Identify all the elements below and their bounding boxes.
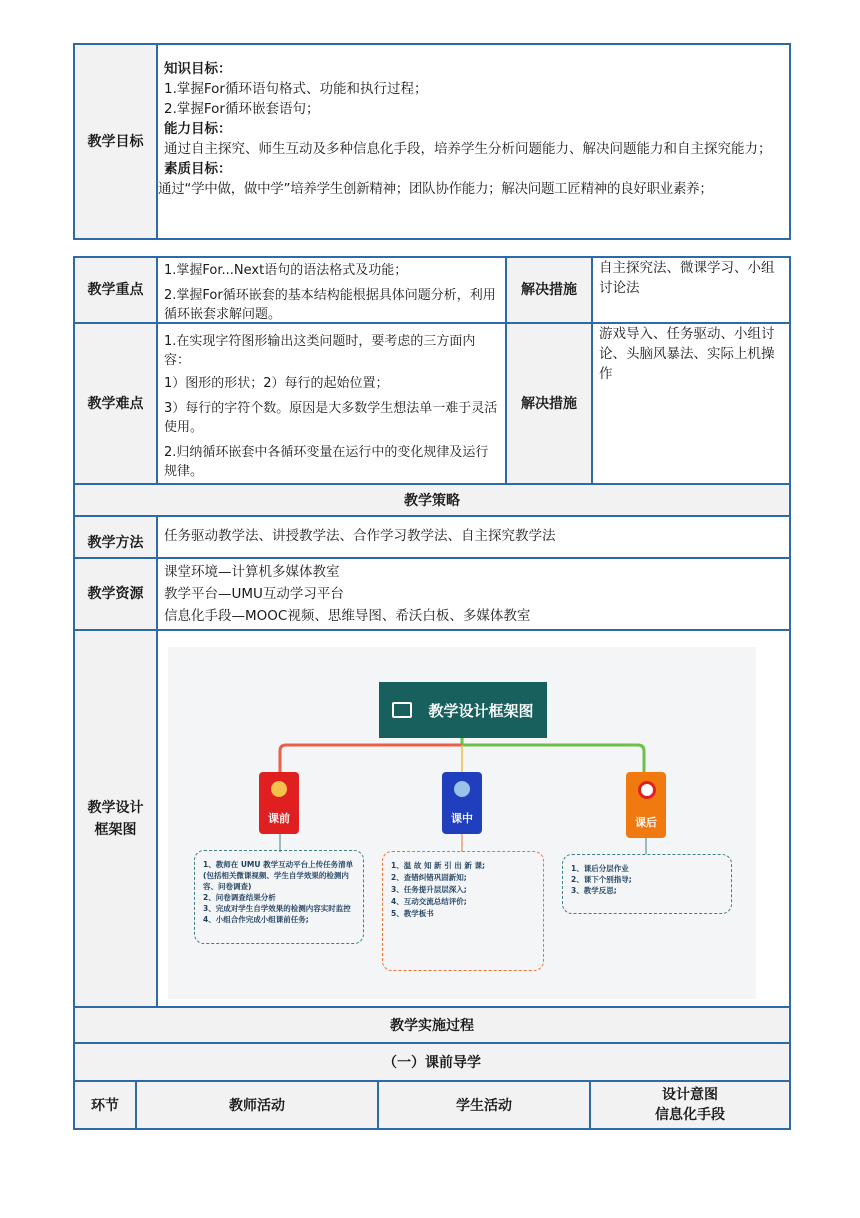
process-subheader: （一）课前导学 [75, 1044, 789, 1082]
key-point-item: 2.掌握For循环嵌套的基本结构能根据具体问题分析，利用循环嵌套求解问题。 [164, 288, 496, 322]
key-points-measure-label: 解决措施 [507, 258, 593, 324]
during-item: 1、温 故 知 新 引 出 新 课; [391, 861, 485, 870]
presentation-icon [392, 702, 412, 718]
column-design [591, 1082, 789, 1128]
before-item: 2、问卷调查结果分析 [203, 893, 276, 902]
key-points-content [158, 258, 507, 324]
before-class-box [194, 850, 364, 944]
node-after-class [626, 772, 666, 838]
resource-content [158, 559, 789, 631]
during-item: 3、任务提升层层深入; [391, 885, 467, 894]
ability-text: 通过自主探究、师生互动及多种信息化手段，培养学生分析问题能力、解决问题能力和自主探究能力； [164, 141, 772, 157]
key-point-item: 1.掌握For...Next语句的语法格式及功能； [164, 263, 408, 278]
node-in-label: 课中 [451, 812, 473, 825]
difficulties-measure-text: 游戏导入、任务驱动、小组讨论、头脑风暴法、实际上机操作 [593, 324, 789, 485]
before-item: 3、完成对学生自学效果的检测内容实时监控 [203, 904, 351, 913]
difficulty-item: 1.在实现字符图形输出这类问题时，要考虑的三方面内容： [164, 334, 476, 368]
quality-title: 素质目标： [164, 161, 232, 177]
target-icon [638, 781, 656, 799]
resource-item: 教学平台—UMU互动学习平台 [164, 586, 344, 602]
after-item: 2、课下个别指导; [571, 875, 632, 884]
node-before-label: 课前 [268, 812, 290, 825]
knowledge-title: 知识目标： [164, 61, 232, 77]
resource-item: 课堂环境—计算机多媒体教室 [164, 564, 340, 580]
before-item: 4、小组合作完成小组课前任务; [203, 915, 309, 924]
in-class-box [382, 851, 544, 971]
knowledge-item: 1.掌握For循环语句格式、功能和执行过程； [164, 81, 428, 97]
framework-label [75, 631, 158, 1008]
framework-diagram [168, 647, 756, 999]
column-teacher: 教师活动 [137, 1082, 379, 1128]
strategy-header: 教学策略 [75, 485, 789, 517]
before-item: 1、教师在 UMU 教学互动平台上传任务清单(包括相关微课视频、学生自学效果的检测内容、问卷调查) [203, 860, 354, 891]
node-after-label: 课后 [635, 816, 657, 829]
after-item: 3、教学反思; [571, 886, 617, 895]
after-item: 1、课后分层作业 [571, 864, 629, 873]
node-before-class [259, 772, 299, 834]
objectives-label: 教学目标 [75, 45, 158, 238]
knowledge-item: 2.掌握For循环嵌套语句； [164, 101, 320, 117]
method-label: 教学方法 [75, 517, 158, 559]
difficulty-item: 3）每行的字符个数。原因是大多数学生想法单一难于灵活使用。 [164, 401, 498, 435]
column-student: 学生活动 [379, 1082, 591, 1128]
ability-title: 能力目标： [164, 121, 232, 137]
after-class-box [562, 854, 732, 914]
difficulties-label: 教学难点 [75, 324, 158, 485]
method-text: 任务驱动教学法、讲授教学法、合作学习教学法、自主探究教学法 [158, 517, 789, 559]
node-in-class [442, 772, 482, 834]
difficulty-item: 2.归纳循环嵌套中各循环变量在运行中的变化规律及运行规律。 [164, 445, 489, 479]
objectives-table [73, 43, 791, 240]
difficulties-measure-label: 解决措施 [507, 324, 593, 485]
column-stage: 环节 [75, 1082, 137, 1128]
during-item: 2、查错纠错巩固新知; [391, 873, 467, 882]
resource-item: 信息化手段—MOOC视频、思维导图、希沃白板、多媒体教室 [164, 608, 531, 624]
objectives-content [158, 59, 789, 229]
framework-label-text: 教学设计框架图 [87, 799, 144, 838]
quality-text: 通过“学中做，做中学”培养学生创新精神；团队协作能力；解决问题工匠精神的良好职业素养； [158, 181, 713, 197]
difficulties-content [158, 324, 507, 485]
column-design-intent: 设计意图 [662, 1087, 718, 1103]
during-item: 4、互动交流总结评价; [391, 897, 467, 906]
during-item: 5、教学板书 [391, 909, 434, 918]
diagram-title: 教学设计框架图 [428, 701, 534, 720]
column-info-means: 信息化手段 [655, 1107, 725, 1123]
key-points-label [75, 258, 158, 324]
process-header: 教学实施过程 [75, 1008, 789, 1044]
group-icon [454, 781, 470, 797]
diagram-title-node [379, 682, 547, 738]
difficulty-item: 1）图形的形状；2）每行的起始位置； [164, 376, 389, 391]
resource-label: 教学资源 [75, 559, 158, 631]
chat-icon [271, 781, 287, 797]
key-points-measure-text: 自主探究法、微课学习、小组讨论法 [593, 258, 789, 324]
key-points-label-text: 教学重点 [87, 282, 144, 298]
